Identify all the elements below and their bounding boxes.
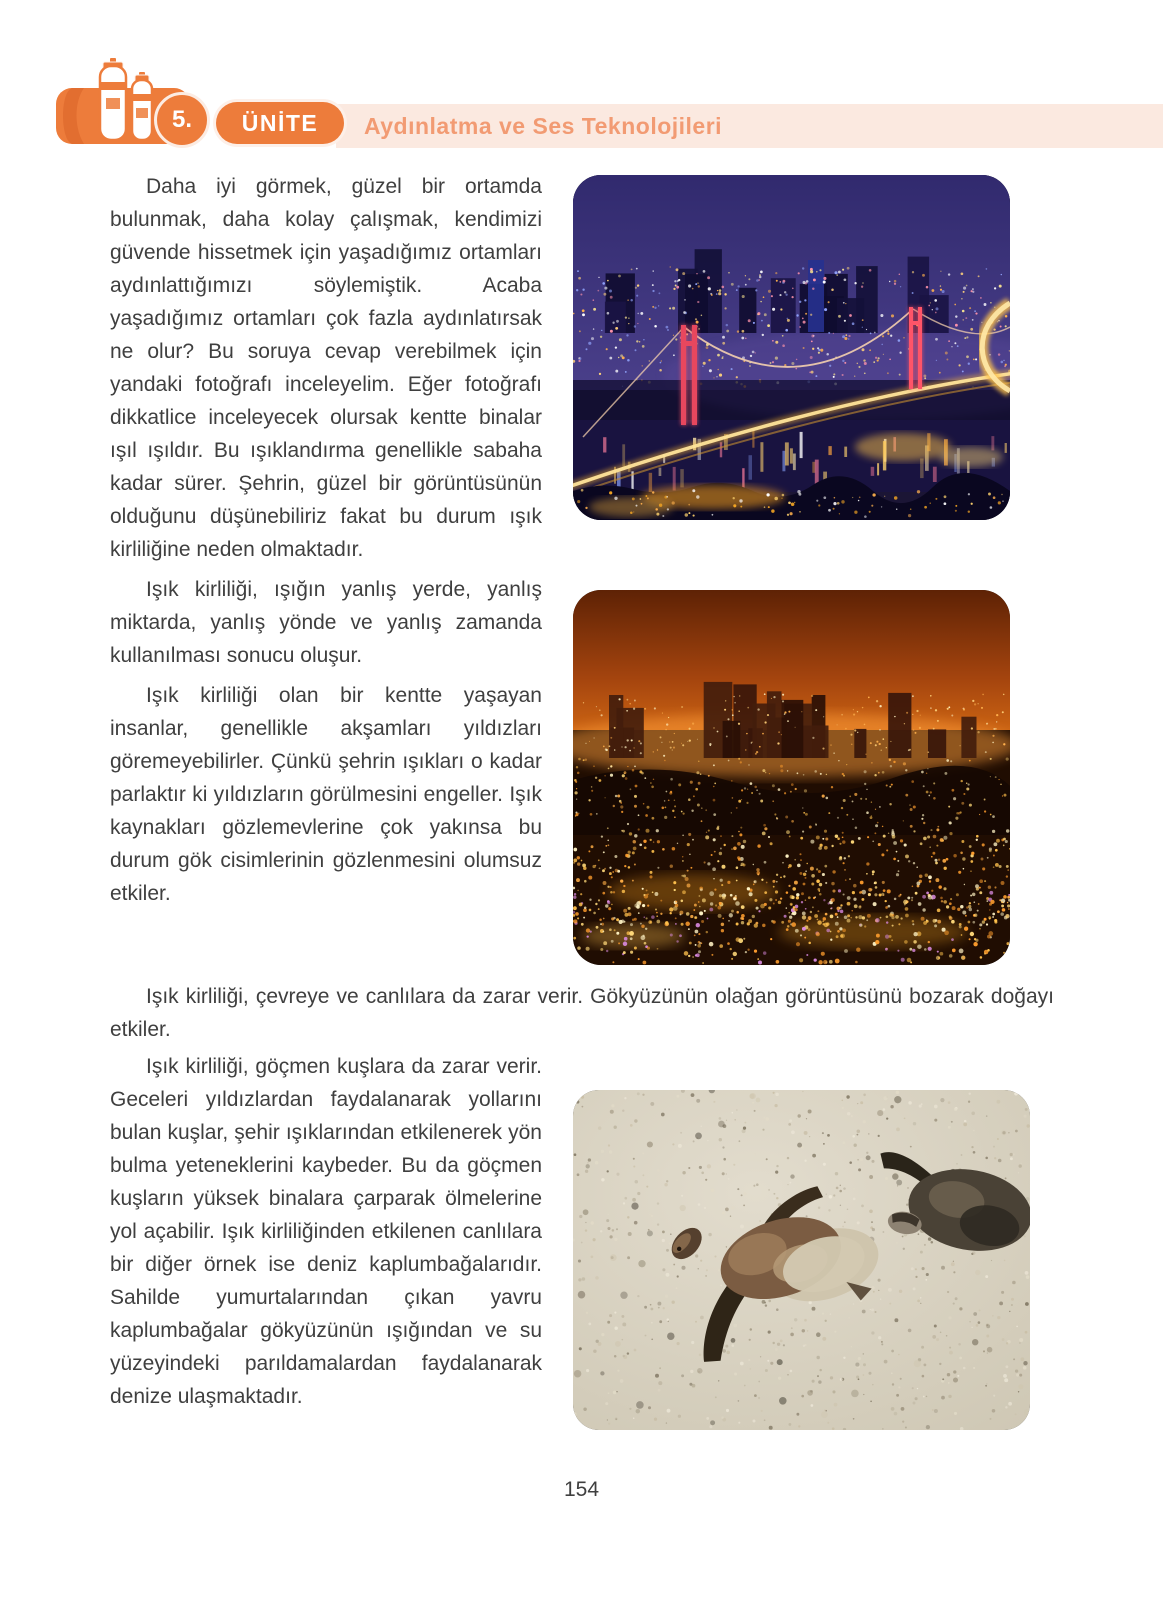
paragraph-5: Işık kirliliği, göçmen kuşlara da zarar verir. Geceleri yıldızlardan faydalanarak yollarını bulan kuşlar, şehir ışıklarından etkilenerek yön bulma yeteneklerini kaybeder. Bu da göçmen kuşların yüksek binalara çarparak ölmelerine yol açabilir. Işık kirliliğinden etkilenen canlılara bir diğer örnek ise deniz kaplumbağalarıdır. Sahilde yumurtalarından çıkan yavru kaplumbağalar gökyüzünün ışığından ve su yüzeyindeki parıldamalardan faydalanarak denize ulaşmaktadır.: [110, 1055, 542, 1408]
unit-label-badge: [216, 102, 344, 144]
paragraph-4: Işık kirliliği, çevreye ve canlılara da zarar verir. Gökyüzünün olağan görüntüsünü bozarak doğayı etkiler.: [110, 985, 1054, 1041]
unit-number-badge: [154, 92, 210, 148]
sea-turtles-illustration: [573, 1090, 1030, 1430]
city-light-pollution-photo: [573, 590, 1010, 965]
page-number: 154: [563, 1478, 600, 1501]
text-full-width: [110, 980, 1054, 1053]
paragraph-2: Işık kirliliği, ışığın yanlış yerde, yanlış miktarda, yanlış yönde ve yanlış zamanda kullanılması sonucu oluşur.: [110, 578, 542, 667]
orange-city-illustration: [573, 590, 1010, 965]
paragraph-1: Daha iyi görmek, güzel bir ortamda bulunmak, daha kolay çalışmak, kendimizi güvende hissetmek için yaşadığımız ortamları aydınlattığımızı söylemiştik. Acaba yaşadığımız ortamları çok fazla aydınlatırsak ne olur? Bu soruya cevap verebilmek için yandaki fotoğrafı inceleyelim. Eğer fotoğrafı dikkatlice inceleyecek olursak kentte binalar ışıl ışıldır. Bu ışıklandırma genellikle sabaha kadar sürer. Şehrin, güzel bir görüntüsünün olduğunu düşünebiliriz fakat bu durum ışık kirliliğine neden olmaktadır.: [110, 175, 542, 561]
unit-title: Aydınlatma ve Ses Teknolojileri: [364, 112, 723, 139]
baby-sea-turtles-photo: [573, 1090, 1030, 1430]
unit-label: ÜNİTE: [241, 109, 319, 136]
bosphorus-bridge-night-photo: [573, 175, 1010, 520]
text-column-1: [110, 170, 542, 917]
bridge-night-illustration: [573, 175, 1010, 520]
unit-number: 5.: [171, 106, 192, 133]
text-column-2: [110, 1050, 542, 1420]
unit-title-band: [336, 104, 1163, 148]
paragraph-3: Işık kirliliği olan bir kentte yaşayan insanlar, genellikle akşamları yıldızları göremeyebilirler. Çünkü şehrin ışıkları o kadar parlaktır ki yıldızların görülmesini engeller. Işık kaynakları gözlemevlerine çok yakınsa bu durum gök cisimlerinin gözlenmesini olumsuz etkiler.: [110, 684, 542, 905]
